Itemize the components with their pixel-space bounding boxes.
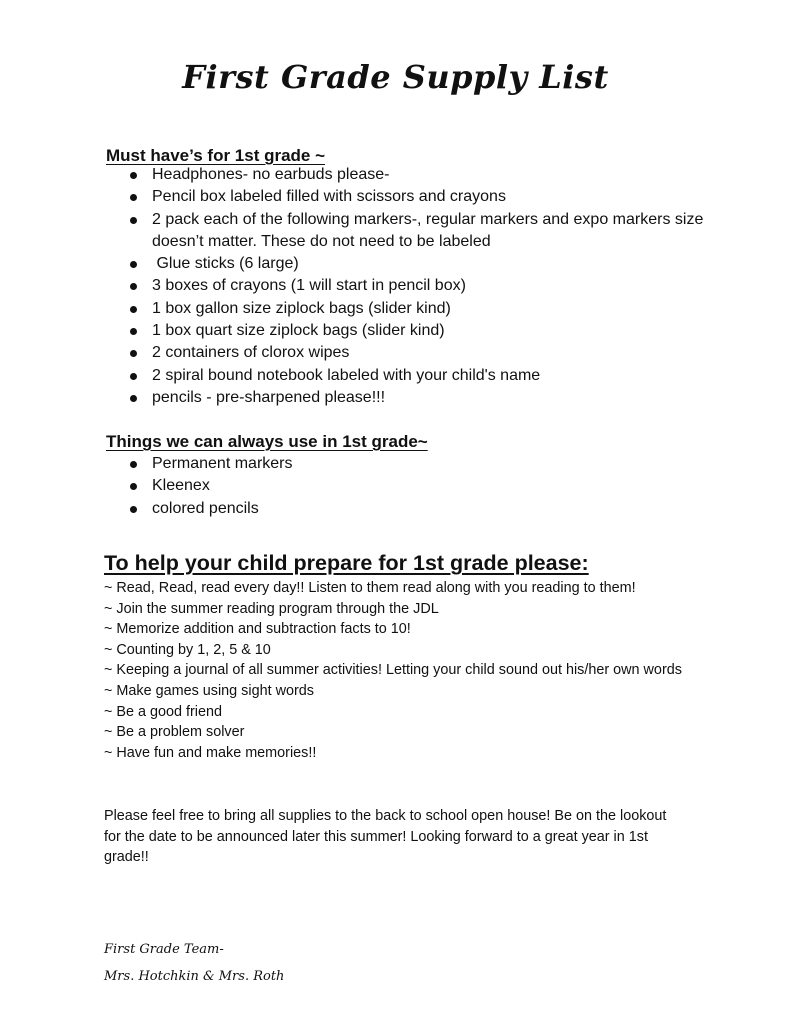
list-item: Headphones- no earbuds please- <box>130 164 720 186</box>
bullet-icon <box>130 461 137 468</box>
list-item: ~ Be a problem solver <box>104 724 245 741</box>
list-item: ~ Counting by 1, 2, 5 & 10 <box>104 641 271 658</box>
signature-names: Mrs. Hotchkin & Mrs. Roth <box>104 969 285 984</box>
list-item: ~ Be a good friend <box>104 703 223 720</box>
must-haves-list <box>130 164 720 409</box>
list-item: Glue sticks (6 large) <box>130 253 720 275</box>
list-item: 1 box quart size ziplock bags (slider kind) <box>130 320 720 342</box>
list-item: 1 box gallon size ziplock bags (slider kind) <box>130 298 720 320</box>
prepare-list <box>104 578 704 763</box>
always-use-heading: Things we can always use in 1st grade~ <box>106 432 428 451</box>
list-item: 3 boxes of crayons (1 will start in pencil box) <box>130 275 720 297</box>
closing-paragraph: Please feel free to bring all supplies to the back to school open house! Be on the lookout for the date to be announced later this summer! Looking forward to a great year in 1st grade!! <box>104 808 667 866</box>
bullet-icon <box>130 283 137 290</box>
list-item: Kleenex <box>130 475 720 497</box>
always-use-list <box>130 453 720 520</box>
page-title: First Grade Supply List <box>182 58 609 96</box>
bullet-icon <box>130 172 137 179</box>
bullet-icon <box>130 217 137 224</box>
bullet-icon <box>130 328 137 335</box>
list-item: colored pencils <box>130 498 720 520</box>
list-item: 2 spiral bound notebook labeled with your child's name <box>130 365 720 387</box>
bullet-icon <box>130 306 137 313</box>
list-item: 2 pack each of the following markers-, regular markers and expo markers size doesn’t matter. These do not need to be labeled <box>130 209 720 254</box>
bullet-icon <box>130 194 137 201</box>
list-item: 2 containers of clorox wipes <box>130 342 720 364</box>
bullet-icon <box>130 483 137 490</box>
list-item: ~ Keeping a journal of all summer activities! Letting your child sound out his/her own words <box>104 662 682 679</box>
signature-team: First Grade Team- <box>104 942 224 957</box>
signature <box>104 936 284 990</box>
bullet-icon <box>130 395 137 402</box>
list-item: Pencil box labeled filled with scissors and crayons <box>130 186 720 208</box>
list-item: ~ Have fun and make memories!! <box>104 744 317 761</box>
list-item: ~ Join the summer reading program through the JDL <box>104 600 439 617</box>
bullet-icon <box>130 506 137 513</box>
bullet-icon <box>130 261 137 268</box>
prepare-heading: To help your child prepare for 1st grade please: <box>104 551 589 575</box>
list-item: ~ Read, Read, read every day!! Listen to them read along with you reading to them! <box>104 580 636 596</box>
list-item: Permanent markers <box>130 453 720 475</box>
bullet-icon <box>130 350 137 357</box>
list-item: pencils - pre-sharpened please!!! <box>130 387 720 409</box>
bullet-icon <box>130 373 137 380</box>
must-haves-heading: Must have’s for 1st grade ~ <box>106 146 326 165</box>
list-item: ~ Make games using sight words <box>104 682 314 699</box>
list-item: ~ Memorize addition and subtraction facts to 10! <box>104 621 411 638</box>
